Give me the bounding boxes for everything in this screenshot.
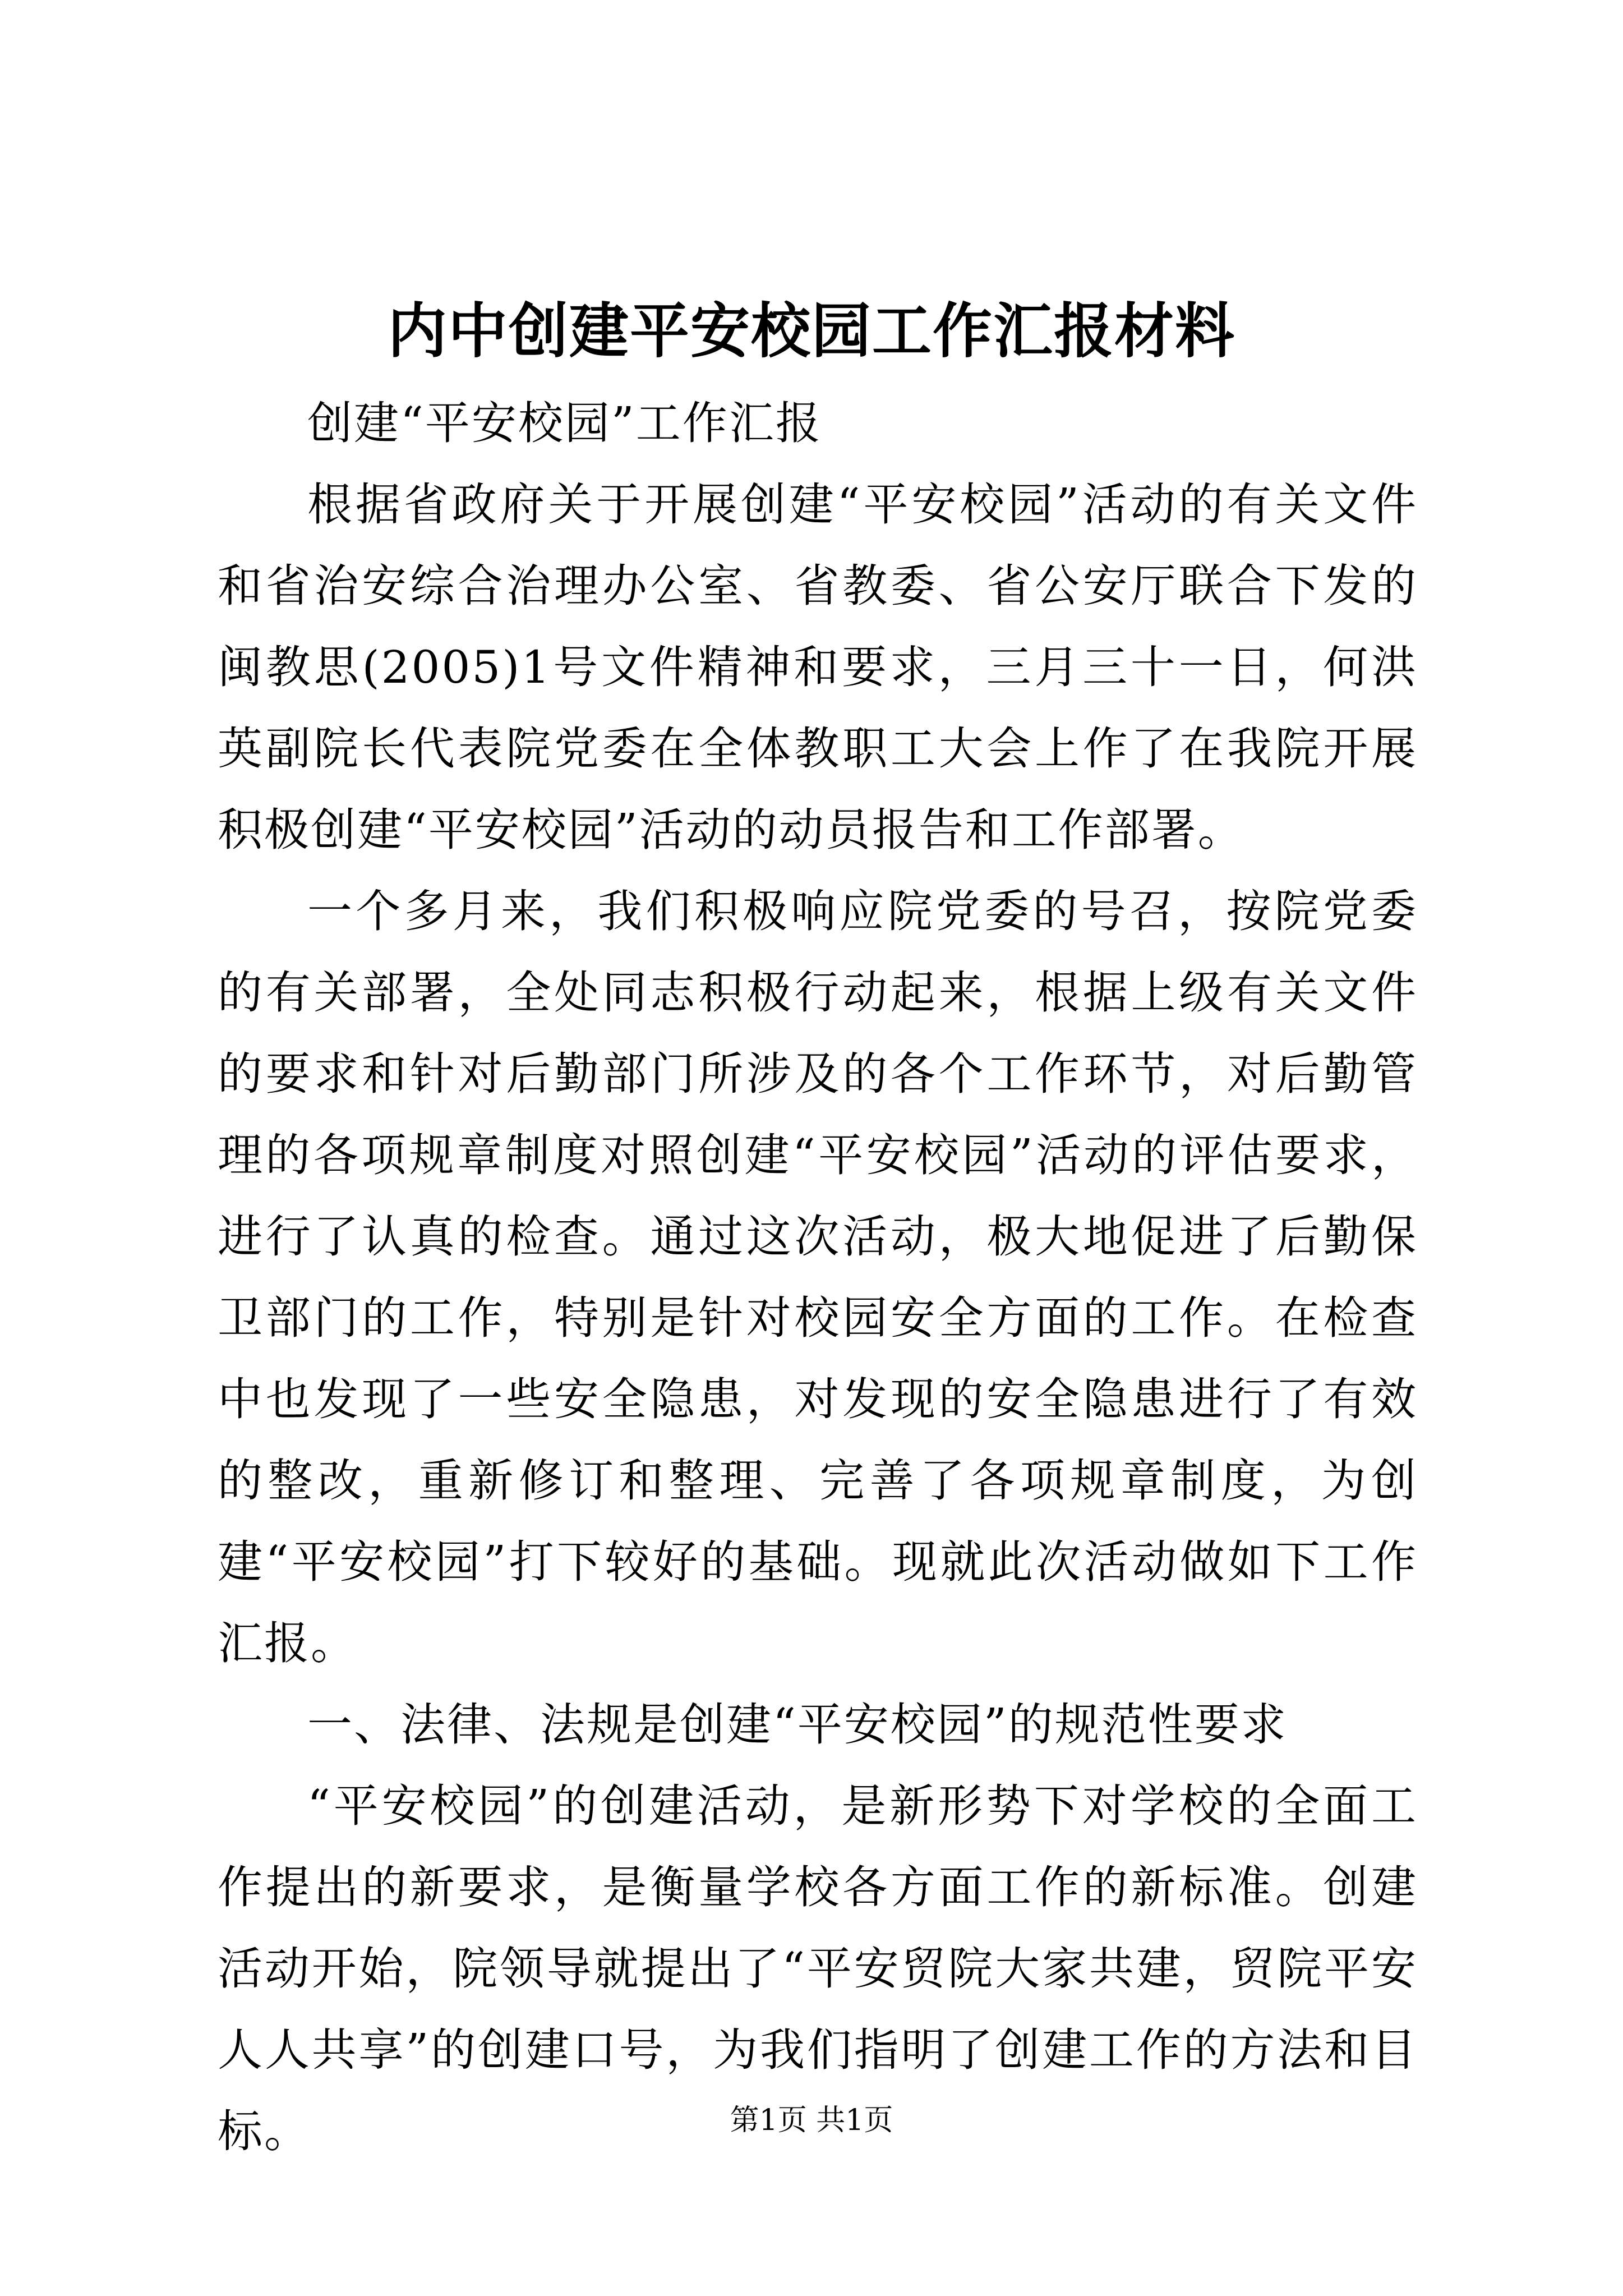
document-body — [218, 383, 1418, 2172]
paragraph: 一个多月来，我们积极响应院党委的号召，按院党委的有关部署，全处同志积极行动起来，根据上级有关文件的要求和针对后勤部门所涉及的各个工作环节，对后勤管理的各项规章制度对照创建“平安校园”活动的评估要求，进行了认真的检查。通过这次活动，极大地促进了后勤保卫部门的工作，特别是针对校园安全方面的工作。在检查中也发现了一些安全隐患，对发现的安全隐患进行了有效的整改，重新修订和整理、完善了各项规章制度，为创建“平安校园”打下较好的基础。现就此次活动做如下工作汇报。 — [218, 885, 1418, 1669]
document-title: 内中创建平安校园工作汇报材料 — [388, 296, 1235, 366]
paragraph-heading: 创建“平安校园”工作汇报 — [307, 397, 822, 449]
paragraph: “平安校园”的创建活动，是新形势下对学校的全面工作提出的新要求，是衡量学校各方面工作的新标准。创建活动开始，院领导就提出了“平安贸院大家共建，贸院平安人人共享”的创建口号，为我们指明了创建工作的方法和目标。 — [218, 1780, 1418, 2157]
page-footer: 第1页 共1页 — [730, 2104, 893, 2137]
paragraph: 根据省政府关于开展创建“平安校园”活动的有关文件和省治安综合治理办公室、省教委、省公安厅联合下发的闽教思(2005)1号文件精神和要求，三月三十一日，何洪英副院长代表院党委在全体教职工大会上作了在我院开展积极创建“平安校园”活动的动员报告和工作部署。 — [218, 478, 1418, 856]
section-heading: 一、法律、法规是创建“平安校园”的规范性要求 — [307, 1699, 1288, 1751]
